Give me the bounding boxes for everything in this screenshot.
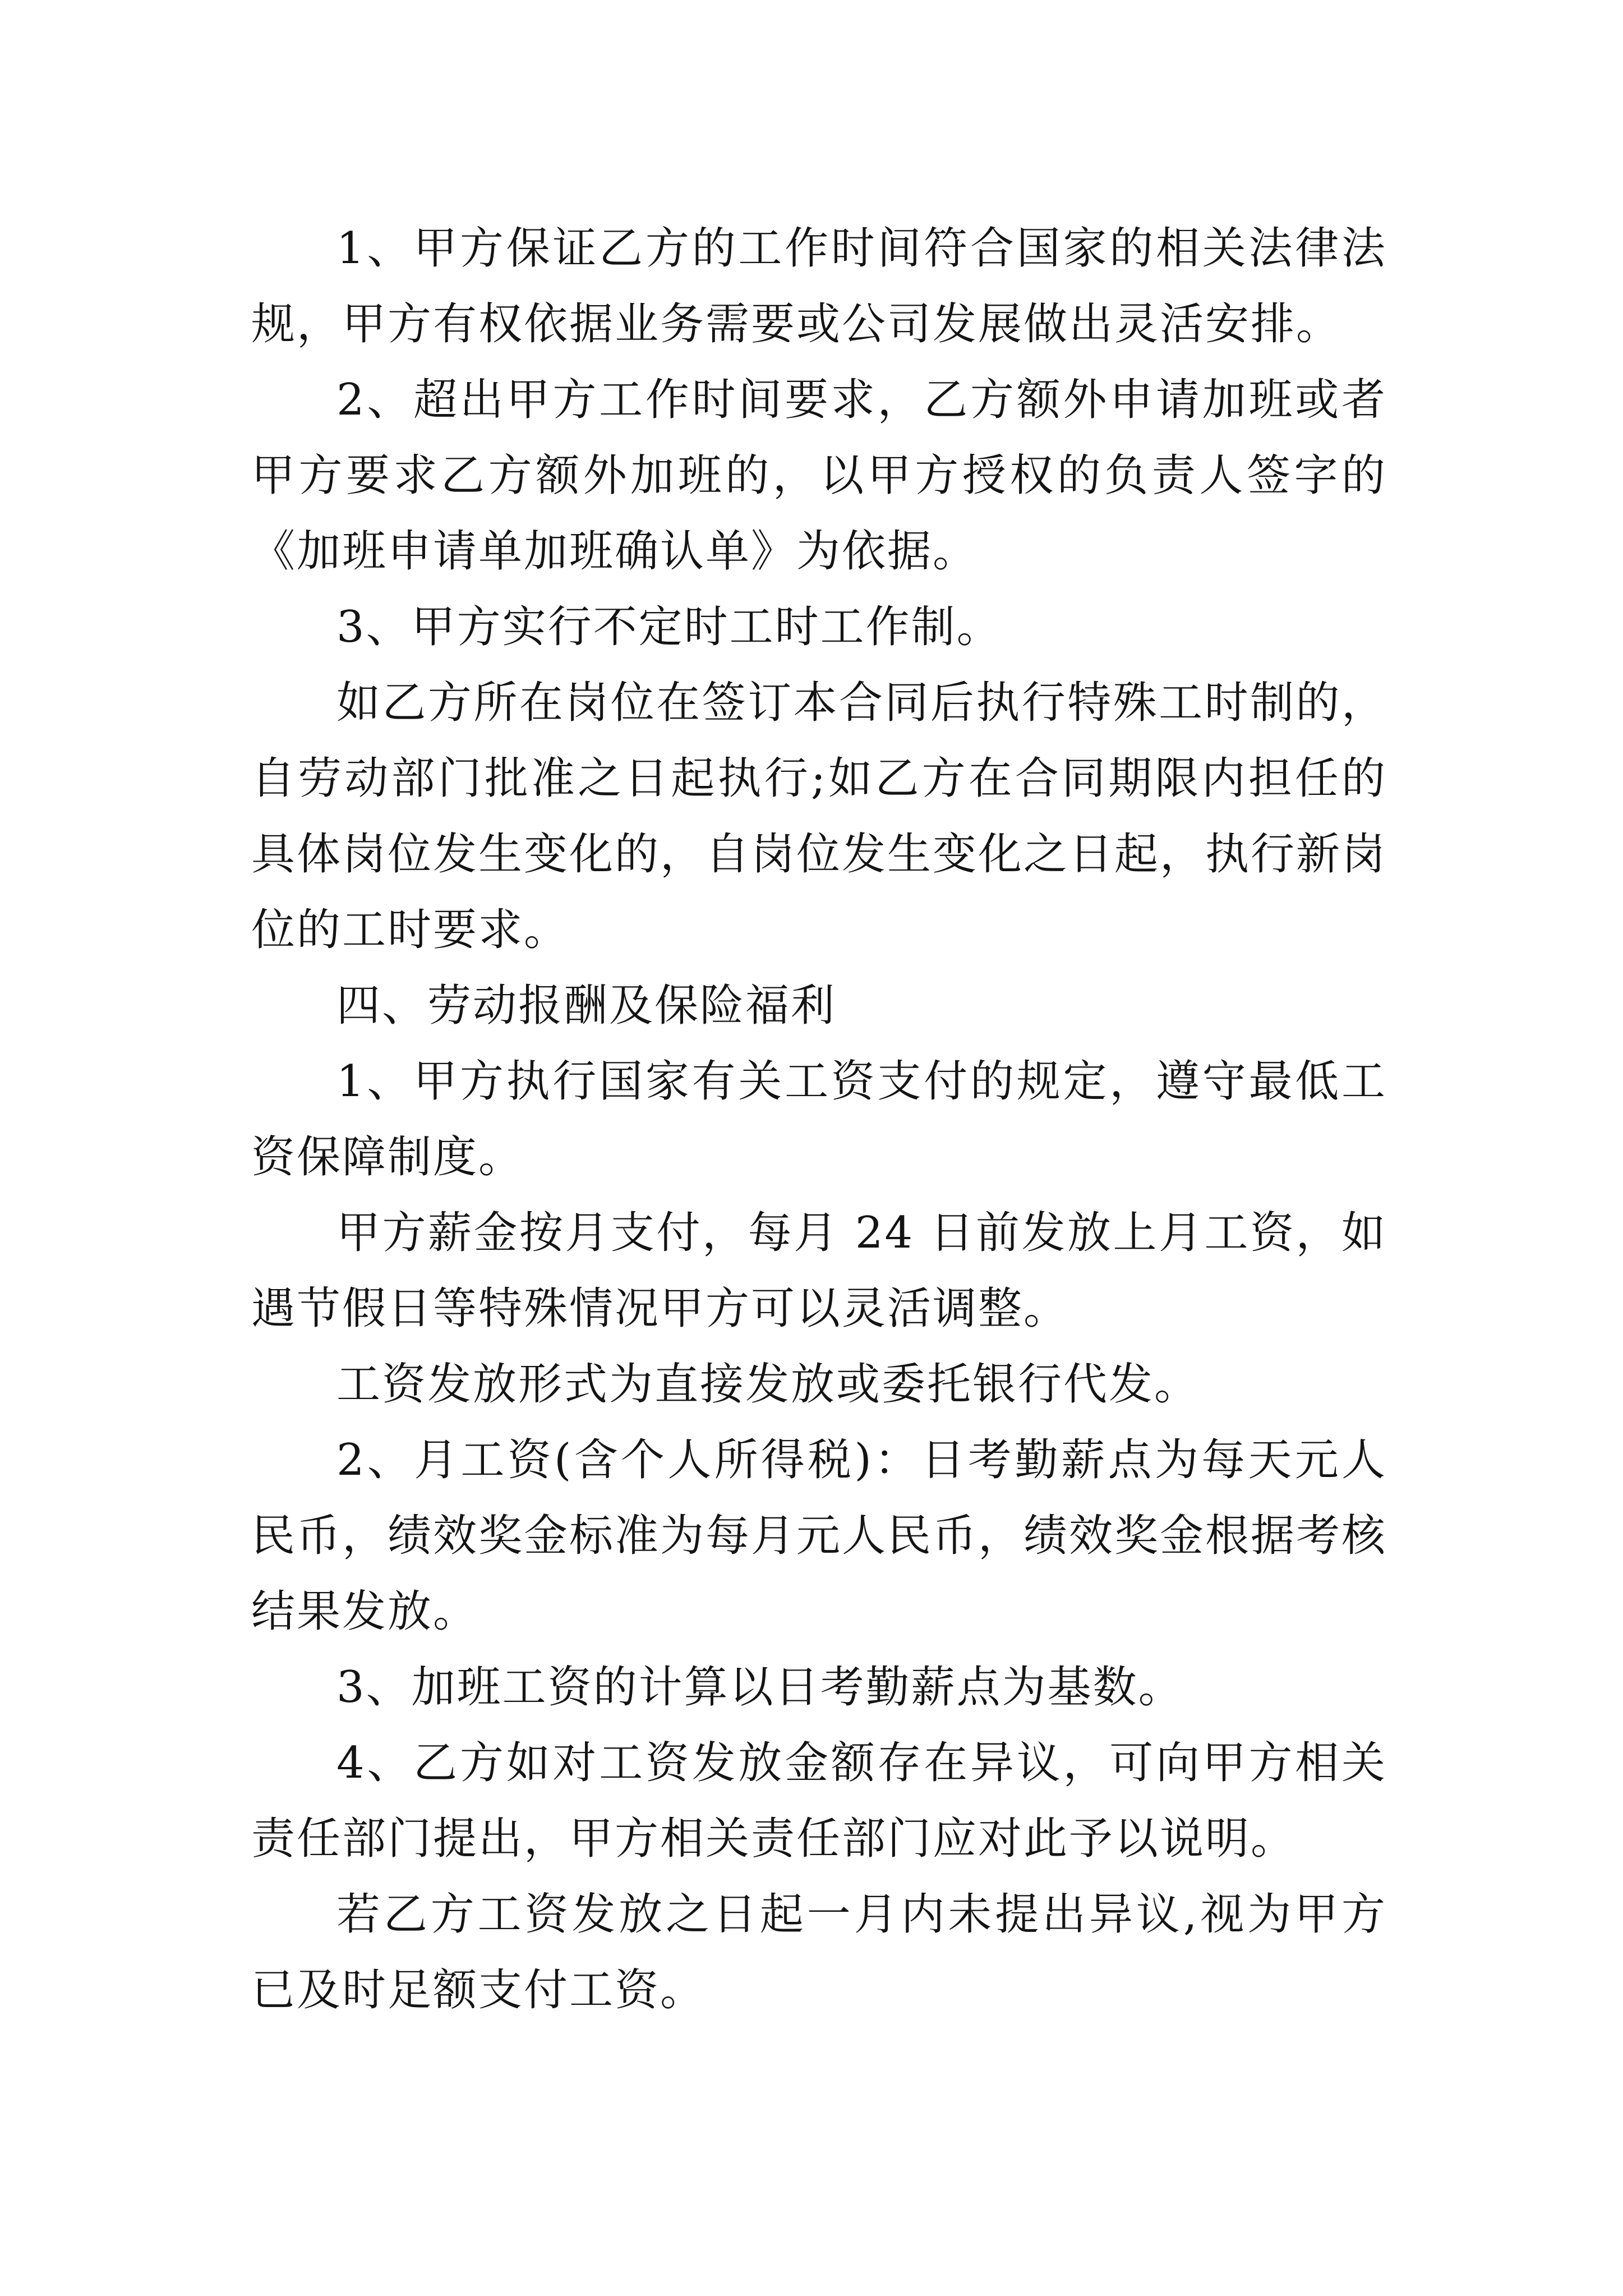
paragraph-overtime-pay: 3、加班工资的计算以日考勤薪点为基数。 — [336, 1662, 1184, 1713]
section-heading-remuneration: 四、劳动报酬及保险福利 — [336, 981, 837, 1031]
paragraph-special-hours: 如乙方所在岗位在签订本合同后执行特殊工时制的，自劳动部门批准之日起执行;如乙方在合同期限内担任的具体岗位发生变化的，自岗位发生变化之日起，执行新岗位的工时要求。 — [251, 678, 1387, 955]
paragraph-payment-form: 工资发放形式为直接发放或委托银行代发。 — [336, 1359, 1200, 1410]
paragraph-working-hours-law: 1、甲方保证乙方的工作时间符合国家的相关法律法规，甲方有权依据业务需要或公司发展做出灵活安排。 — [251, 223, 1387, 349]
paragraph-objection-deadline: 若乙方工资发放之日起一月内未提出异议,视为甲方已及时足额支付工资。 — [251, 1889, 1387, 2016]
document-body — [251, 211, 1387, 2028]
paragraph-monthly-payment: 甲方薪金按月支付，每月 24 日前发放上月工资，如遇节假日等特殊情况甲方可以灵活调整。 — [251, 1208, 1387, 1334]
paragraph-minimum-wage: 1、甲方执行国家有关工资支付的规定，遵守最低工资保障制度。 — [251, 1056, 1387, 1182]
paragraph-overtime-application: 2、超出甲方工作时间要求，乙方额外申请加班或者甲方要求乙方额外加班的，以甲方授权的负责人签字的《加班申请单加班确认单》为依据。 — [251, 375, 1387, 577]
paragraph-monthly-salary: 2、月工资(含个人所得税)：日考勤薪点为每天元人民币，绩效奖金标准为每月元人民币，绩效奖金根据考核结果发放。 — [251, 1435, 1387, 1637]
paragraph-flexible-hours: 3、甲方实行不定时工时工作制。 — [336, 602, 1002, 652]
paragraph-wage-objection: 4、乙方如对工资发放金额存在异议，可向甲方相关责任部门提出，甲方相关责任部门应对此予以说明。 — [251, 1738, 1387, 1864]
